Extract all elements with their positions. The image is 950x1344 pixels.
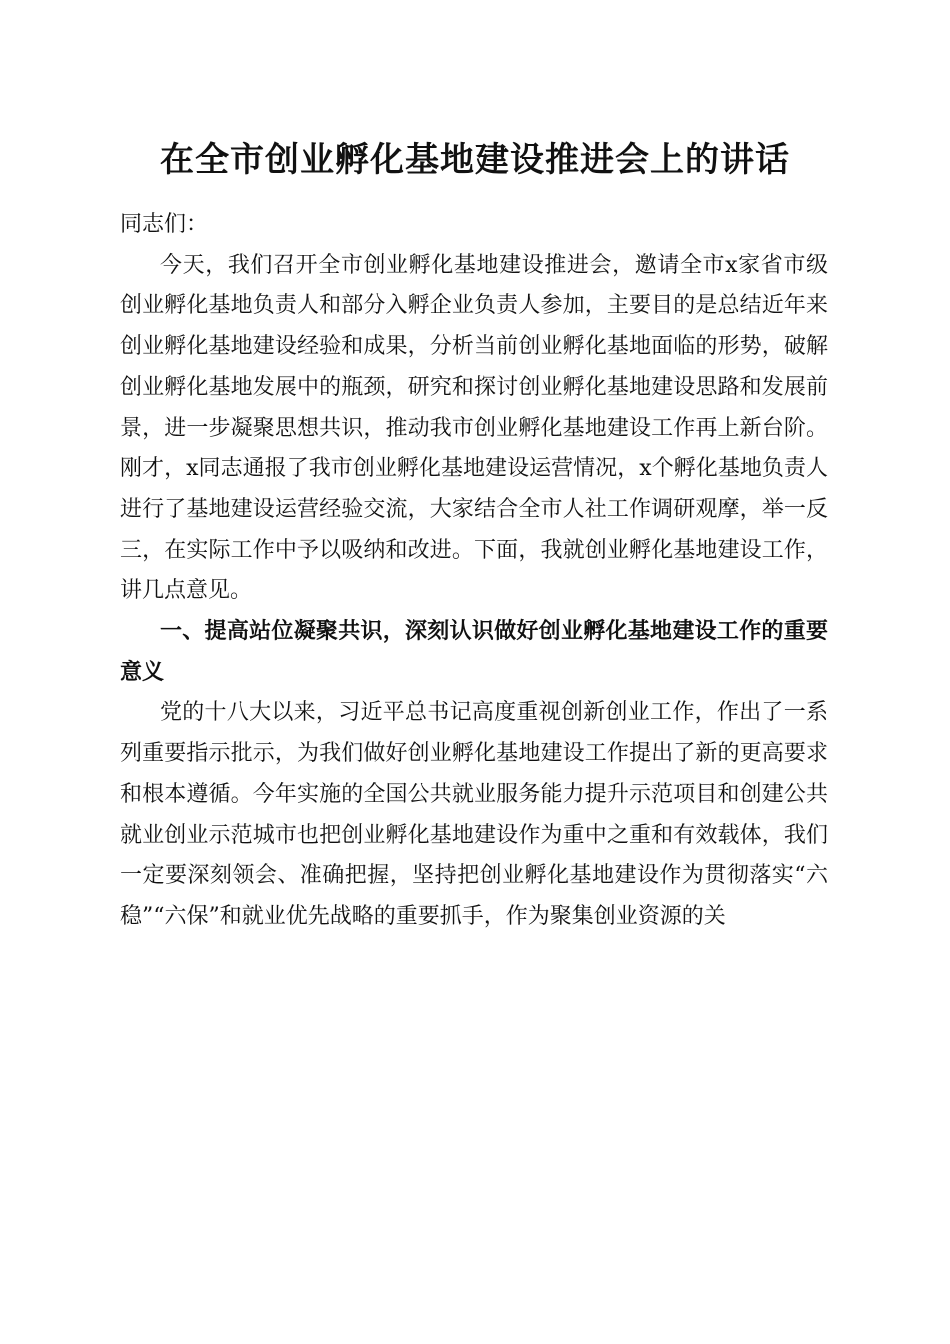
document-title: 在全市创业孵化基地建设推进会上的讲话 [160, 140, 790, 180]
salutation: 同志们： [120, 212, 209, 237]
document-body [120, 205, 828, 938]
opening-paragraph: 今天，我们召开全市创业孵化基地建设推进会，邀请全市x家省市级创业孵化基地负责人和部分入孵企业负责人参加，主要目的是总结近年来创业孵化基地建设经验和成果，分析当前创业孵化基地面临的形势，破解创业孵化基地发展中的瓶颈，研究和探讨创业孵化基地建设思路和发展前景，进一步凝聚思想共识，推动我市创业孵化基地建设工作再上新台阶。刚才，x同志通报了我市创业孵化基地建设运营情况，x个孵化基地负责人进行了基地建设运营经验交流，大家结合全市人社工作调研观摩，举一反三，在实际工作中予以吸纳和改进。下面，我就创业孵化基地建设工作，讲几点意见。 [120, 252, 828, 604]
section-heading: 一、提高站位凝聚共识，深刻认识做好创业孵化基地建设工作的重要意义 [120, 619, 828, 685]
section-paragraph: 党的十八大以来，习近平总书记高度重视创新创业工作，作出了一系列重要指示批示，为我们做好创业孵化基地建设工作提出了新的更高要求和根本遵循。今年实施的全国公共就业服务能力提升示范项目和创建公共就业创业示范城市也把创业孵化基地建设作为重中之重和有效载体，我们一定要深刻领会、准确把握，坚持把创业孵化基地建设作为贯彻落实“六稳”“六保”和就业优先战略的重要抓手，作为聚集创业资源的关 [120, 700, 828, 929]
